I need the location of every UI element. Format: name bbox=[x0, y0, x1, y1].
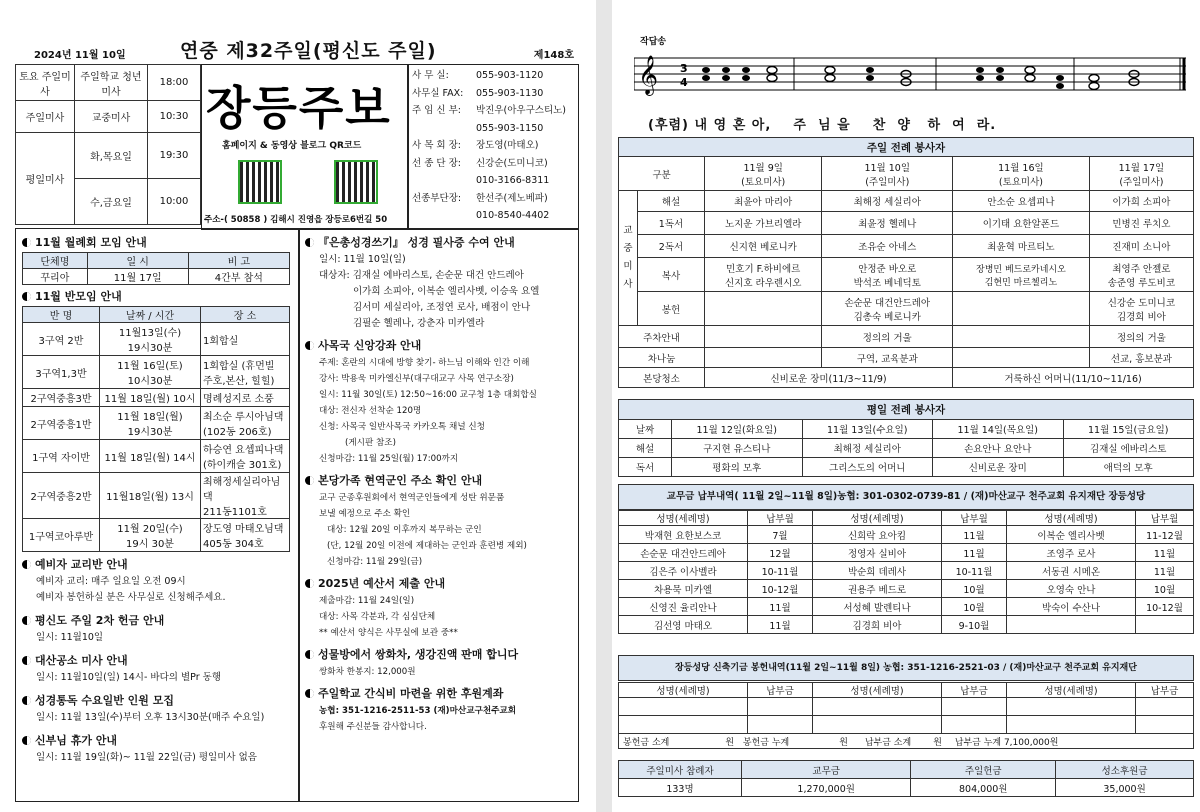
table-cell: 안소순 요셉피나 bbox=[953, 191, 1090, 212]
notice-line: 일시: 11월 10일(일) bbox=[319, 254, 406, 265]
table-cell: 3구역 2반 bbox=[23, 323, 100, 356]
notice-line: 김필순 헬레나, 강춘자 미카엘라 bbox=[353, 318, 485, 329]
table-cell: 11월 20일(수) 19시 30분 bbox=[100, 519, 201, 552]
bullet-icon bbox=[22, 292, 31, 301]
notice-line: 대상: 사목 각분과, 각 심심단체 bbox=[319, 612, 436, 622]
bullet-icon bbox=[22, 238, 31, 247]
col-header: 납부금 bbox=[1136, 683, 1194, 698]
music-staff bbox=[634, 50, 1186, 100]
monthly-meeting-title: 11월 월례회 모임 안내 bbox=[22, 234, 293, 250]
table-cell: 11월 15일(금요일) bbox=[1063, 420, 1194, 439]
col-header: 성명(세례명) bbox=[813, 511, 942, 526]
role-label: 해설 bbox=[619, 439, 672, 458]
contact-row: 055-903-1150 bbox=[476, 122, 544, 134]
homepage-qr-icon[interactable] bbox=[238, 160, 282, 204]
notice-line: 쌍화차 한봉지: 12,000원 bbox=[319, 667, 416, 677]
table-cell: 신비로운 장미(11/3~11/9) bbox=[705, 368, 953, 388]
left-page bbox=[0, 0, 596, 812]
table-cell: 최영주 안젤로 송준영 루도비코 bbox=[1089, 258, 1193, 292]
issue-number: 제148호 bbox=[533, 50, 574, 61]
table-cell: 구지현 유스티나 bbox=[672, 439, 803, 458]
table-cell: 11월13일(수) 19시30분 bbox=[100, 323, 201, 356]
bullet-icon bbox=[22, 560, 31, 569]
table-cell: 거룩하신 어머니(11/10~11/16) bbox=[953, 368, 1194, 388]
bulletin-date: 2024년 11월 10일 bbox=[34, 50, 126, 61]
notice-title: 2025년 예산서 제출 안내 bbox=[305, 575, 572, 591]
table-cell: 4간부 참석 bbox=[188, 269, 289, 285]
col-header: 성명(세례명) bbox=[1007, 683, 1136, 698]
col-header: 납부월 bbox=[942, 511, 1007, 526]
contact-row: 사 목 회 장: 장도영(마태오) bbox=[412, 140, 539, 151]
role-label: 1독서 bbox=[638, 212, 705, 235]
notice-line: ** 예산서 양식은 사무실에 보관 중** bbox=[319, 628, 458, 638]
bulletin-header bbox=[20, 36, 580, 60]
table-cell: 최윤혁 마르티노 bbox=[953, 235, 1090, 258]
notice-title: 신부님 휴가 안내 bbox=[22, 732, 293, 748]
notice-title: 성물방에서 쌍화차, 생강진액 판매 합니다 bbox=[305, 646, 572, 662]
table-cell: 정의의 거울 bbox=[1089, 326, 1193, 348]
notice-title: 본당가족 현역군인 주소 확인 안내 bbox=[305, 472, 572, 488]
table-row: 김은주 이사벨라 10-11월 박순희 데레사 10-11월 서동권 시메온 11월 bbox=[619, 562, 1194, 580]
dues-title: 교무금 납부내역( 11월 2일~11월 8일)농협: 301-0302-0739-81 / (재)마산교구 천주교회 유지재단 장등성당 bbox=[618, 484, 1194, 510]
date-header: 11월 17일 (주일미사) bbox=[1089, 157, 1193, 191]
mass-time: 10:00 bbox=[148, 179, 201, 225]
table-cell: 11월 17일 bbox=[87, 269, 188, 285]
col-header: 구분 bbox=[619, 157, 705, 191]
music-label: 작답송 bbox=[640, 37, 667, 47]
table-cell: 그리스도의 어머니 bbox=[802, 458, 933, 477]
notice-line: 김서미 세실리아, 조정연 로사, 배점이 안나 bbox=[353, 302, 531, 313]
table-cell: 진재미 소니아 bbox=[1089, 235, 1193, 258]
table-cell: 11월 12일(화요일) bbox=[672, 420, 803, 439]
col-header: 성명(세례명) bbox=[619, 683, 748, 698]
table-cell: 장도영 마태오님댁 405동 304호 bbox=[201, 519, 290, 552]
col-header: 납부월 bbox=[748, 511, 813, 526]
bullet-icon bbox=[305, 579, 314, 588]
table-cell: 명례성지로 소풍 bbox=[201, 389, 290, 407]
table-cell: 손요안나 요안나 bbox=[933, 439, 1064, 458]
table-cell: 11월 14일(목요일) bbox=[933, 420, 1064, 439]
table-row: 차용묵 미카엘 10-12월 권용주 베드로 10월 오영숙 안나 10월 bbox=[619, 580, 1194, 598]
summary-row: 봉헌금 소계 원 봉헌금 누계 원 납부금 소계 원 납부금 누계 7,100,000원 bbox=[619, 734, 1194, 749]
totals-table bbox=[618, 760, 1194, 797]
notice-title: 『은총성경쓰기』 성경 필사증 수여 안내 bbox=[305, 234, 572, 250]
table-cell: 선교, 홍보분과 bbox=[1089, 348, 1193, 368]
date-header: 11월 16일 (토요미사) bbox=[953, 157, 1090, 191]
notice-line: 주제: 혼란의 시대에 방향 찾기- 하느님 이해와 인간 이해 bbox=[319, 358, 530, 368]
table-cell: 1구역코아루반 bbox=[23, 519, 100, 552]
dues-table bbox=[618, 510, 1194, 634]
table-cell: 2구역중흥2반 bbox=[23, 473, 100, 519]
date-header: 11월 9일 (토요미사) bbox=[705, 157, 822, 191]
table-cell: 신비로운 장미 bbox=[933, 458, 1064, 477]
attendance-value: 133명 bbox=[619, 779, 742, 797]
notice-title: 평신도 주일 2차 헌금 안내 bbox=[22, 612, 293, 628]
mass-name: 교중미사 bbox=[75, 101, 148, 133]
table-cell: 최해정 세실리아 bbox=[802, 439, 933, 458]
bullet-icon bbox=[22, 616, 31, 625]
notice-line: 일시: 11월10일(일) 14시- 바다의 별Pr 동행 bbox=[36, 672, 221, 683]
table-cell: 이기태 요한알폰드 bbox=[953, 212, 1090, 235]
mass-type: 토요 주일미사 bbox=[16, 65, 75, 101]
notice-line: 예비자 교리: 매주 일요일 오전 09시 bbox=[36, 576, 186, 587]
qr-caption: 홈페이지 & 동영상 블로그 QR코드 bbox=[222, 141, 362, 151]
table-cell bbox=[953, 326, 1090, 348]
table-cell: 11월 18일(월) 19시30분 bbox=[100, 407, 201, 440]
table-cell: 2구역중흥3반 bbox=[23, 389, 100, 407]
col-header: 주일미사 참례자 bbox=[619, 761, 742, 779]
bullet-icon bbox=[305, 341, 314, 350]
table-cell: 1회합실 bbox=[201, 323, 290, 356]
role-label: 2독서 bbox=[638, 235, 705, 258]
col-header: 성명(세례명) bbox=[813, 683, 942, 698]
ban-meeting-table bbox=[22, 306, 290, 552]
table-cell: 2구역중흥1반 bbox=[23, 407, 100, 440]
notice-line: (단, 12월 20일 이전에 제대하는 군인과 훈련병 제외) bbox=[327, 541, 527, 551]
left-notices bbox=[22, 556, 293, 766]
notice-line: 제출마감: 11월 24일(일) bbox=[319, 596, 415, 606]
col-header: 주일헌금 bbox=[911, 761, 1056, 779]
contact-row: 010-3166-8311 bbox=[476, 175, 550, 186]
table-cell: 정의의 거울 bbox=[822, 326, 953, 348]
mass-type: 주일미사 bbox=[16, 101, 75, 133]
col-header: 납부금 bbox=[748, 683, 813, 698]
notice-line: 대상: 12월 20일 이후까지 복무하는 군인 bbox=[327, 525, 482, 535]
table-cell: 신강순 도미니코 김경희 비아 bbox=[1089, 292, 1193, 326]
notice-line: 보낼 예정으로 주소 확인 bbox=[319, 509, 411, 519]
monthly-meeting-table bbox=[22, 252, 290, 285]
svg-text:4: 4 bbox=[680, 76, 688, 89]
notice-line: 일시: 11월 30일(토) 12:50~16:00 교구청 1층 대회합실 bbox=[319, 390, 537, 400]
sunday-servers-table bbox=[618, 137, 1194, 388]
bullet-icon bbox=[22, 656, 31, 665]
table-row bbox=[619, 716, 1194, 734]
building-fund-table bbox=[618, 682, 1194, 749]
table-cell: 이가희 소피아 bbox=[1089, 191, 1193, 212]
notice-line: 일시: 11월 13일(수)부터 오후 13시30분(매주 수요일) bbox=[36, 712, 265, 723]
notice-line: 후원해 주신분들 감사합니다. bbox=[319, 722, 427, 732]
mass-time: 10:30 bbox=[148, 101, 201, 133]
offering-total: 804,000원 bbox=[911, 779, 1056, 797]
col-header: 성소후원금 bbox=[1056, 761, 1194, 779]
music-lyrics: (후렴) 내 영 혼 아, 주 님 을 찬 양 하 여 라. bbox=[648, 118, 997, 133]
weekday-servers-table bbox=[618, 399, 1194, 477]
mass-schedule-table bbox=[15, 64, 201, 225]
table-cell: 꾸리아 bbox=[23, 269, 88, 285]
contact-row: 사 무 실: 055-903-1120 bbox=[412, 70, 544, 81]
table-cell: 최윤정 헬레나 bbox=[822, 212, 953, 235]
table-cell: 11월18일(월) 13시 bbox=[100, 473, 201, 519]
table-cell: 1구역 자이반 bbox=[23, 440, 100, 473]
table-cell: 신지현 베로니카 bbox=[705, 235, 822, 258]
role-label: 봉헌 bbox=[638, 292, 705, 326]
table-cell: 평화의 모후 bbox=[672, 458, 803, 477]
notice-title: 예비자 교리반 안내 bbox=[22, 556, 293, 572]
table-cell: 최해정세실리아님댁 211동1101호 bbox=[201, 473, 290, 519]
notice-line: 일시: 11월 19일(화)~ 11월 22일(금) 평일미사 없음 bbox=[36, 752, 257, 763]
table-cell bbox=[705, 348, 822, 368]
role-label: 해설 bbox=[638, 191, 705, 212]
col-header: 납부월 bbox=[1136, 511, 1194, 526]
side-label: 교중미사 bbox=[619, 191, 638, 326]
notice-line: 이가희 소피아, 이복순 엘리사벳, 이승욱 요엘 bbox=[353, 286, 540, 297]
building-fund-title: 장등성당 신축기금 봉헌내역(11월 2일~11월 8일) 농협: 351-1216-2521-03 / (재)마산교구 천주교회 유지재단 bbox=[618, 655, 1194, 681]
notice-line: 예비자 봉헌하실 분은 사무실로 신청해주세요. bbox=[36, 592, 226, 603]
table-row: 신영진 율리안나 11월 서성혜 발렌티나 10월 박숙이 수산나 10-12월 bbox=[619, 598, 1194, 616]
table-cell: 11월 13일(수요일) bbox=[802, 420, 933, 439]
contact-row: 주 임 신 부: 박진우(아우구스티노) bbox=[412, 105, 567, 116]
bullet-icon bbox=[22, 696, 31, 705]
notice-line: 신청마감: 11월 29일(금) bbox=[327, 557, 423, 567]
dues-total: 1,270,000원 bbox=[742, 779, 911, 797]
bullet-icon bbox=[305, 689, 314, 698]
table-cell: 최윤아 마리아 bbox=[705, 191, 822, 212]
col-header: 날짜 / 시간 bbox=[100, 307, 201, 323]
table-cell: 11월 16일(토) 10시30분 bbox=[100, 356, 201, 389]
contacts-box bbox=[407, 64, 579, 230]
contact-row: 선 종 단 장: 신강순(도미니코) bbox=[412, 157, 548, 169]
table-cell: 노지운 가브리엘라 bbox=[705, 212, 822, 235]
mass-time: 19:30 bbox=[148, 133, 201, 179]
svg-text:𝄞: 𝄞 bbox=[638, 55, 659, 95]
table-cell: 1회합실 (휴먼빌 주호,본산, 힐힐) bbox=[201, 356, 290, 389]
notice-line: (게시판 참조) bbox=[345, 438, 396, 448]
church-address: 주소-( 50858 ) 김해시 진영읍 장등로6번길 50 bbox=[204, 215, 388, 225]
mass-name: 화,목요일 bbox=[75, 133, 148, 179]
table-cell: 하승연 요셉피나댁 (하이캐슬 301호) bbox=[201, 440, 290, 473]
date-header: 11월 10일 (주일미사) bbox=[822, 157, 953, 191]
notice-line: 일시: 11월10일 bbox=[36, 632, 104, 643]
bullet-icon bbox=[305, 476, 314, 485]
vocation-fund-total: 35,000원 bbox=[1056, 779, 1194, 797]
role-label: 독서 bbox=[619, 458, 672, 477]
table-cell: 손순문 대건안드레아 김총숙 베로니카 bbox=[822, 292, 953, 326]
role-label: 차나눔 bbox=[619, 348, 705, 368]
table-cell: 최해정 세실리아 bbox=[822, 191, 953, 212]
table-cell: 애덕의 모후 bbox=[1063, 458, 1194, 477]
notice-title: 주일학교 간식비 마련을 위한 후원계좌 bbox=[305, 685, 572, 701]
contact-row: 선종부단장: 한선주(제노베파) bbox=[412, 192, 548, 204]
notice-title: 대산공소 미사 안내 bbox=[22, 652, 293, 668]
table-cell: 11월 18일(월) 10시 bbox=[100, 389, 201, 407]
role-label: 날짜 bbox=[619, 420, 672, 439]
table-cell: 김재실 에바리스토 bbox=[1063, 439, 1194, 458]
table-row bbox=[619, 698, 1194, 716]
table-cell: 조유순 아네스 bbox=[822, 235, 953, 258]
ban-meeting-title: 11월 반모임 안내 bbox=[22, 288, 293, 304]
table-cell bbox=[705, 292, 822, 326]
col-header: 성명(세례명) bbox=[1007, 511, 1136, 526]
table-cell: 장병민 베드로카네시오 김현민 마르첼리노 bbox=[953, 258, 1090, 292]
table-cell bbox=[953, 348, 1090, 368]
col-header: 반 명 bbox=[23, 307, 100, 323]
col-header: 납부금 bbox=[942, 683, 1007, 698]
role-label: 복사 bbox=[638, 258, 705, 292]
table-cell: 구역, 교육분과 bbox=[822, 348, 953, 368]
notice-line: 대상: 전신자 선착순 120명 bbox=[319, 406, 422, 416]
table-cell: 안정준 바오로 박석조 베네딕토 bbox=[822, 258, 953, 292]
table-row: 김선영 마태오 11월 김경희 비아 9-10월 bbox=[619, 616, 1194, 634]
table-cell: 3구역1,3반 bbox=[23, 356, 100, 389]
col-header: 장 소 bbox=[201, 307, 290, 323]
table-row: 손순문 대건안드레아 12월 정영자 실비아 11월 조영주 로사 11월 bbox=[619, 544, 1194, 562]
right-notice-column bbox=[298, 228, 579, 802]
mass-name: 수,금요일 bbox=[75, 179, 148, 225]
table-cell bbox=[705, 326, 822, 348]
col-header: 비 고 bbox=[188, 253, 289, 269]
col-header: 교무금 bbox=[742, 761, 911, 779]
mass-type: 평일미사 bbox=[16, 133, 75, 225]
right-page bbox=[612, 0, 1200, 812]
contact-row: 사무실 FAX: 055-903-1130 bbox=[412, 87, 544, 99]
table-row: 박재현 요한보스코 7월 신희락 요아킴 11월 이복순 엘리사벳 11-12월 bbox=[619, 526, 1194, 544]
contact-row: 010-8540-4402 bbox=[476, 210, 550, 221]
notice-line: 신청마감: 11월 25일(월) 17:00까지 bbox=[319, 454, 459, 464]
table-cell: 민병진 루치오 bbox=[1089, 212, 1193, 235]
mass-time: 18:00 bbox=[148, 65, 201, 101]
left-notice-column bbox=[15, 228, 300, 802]
bullet-icon bbox=[305, 238, 314, 247]
role-label: 주차안내 bbox=[619, 326, 705, 348]
notice-line: 농협: 351-1216-2511-53 (재)마산교구천주교회 bbox=[319, 706, 517, 716]
svg-text:3: 3 bbox=[680, 62, 688, 75]
blog-qr-icon[interactable] bbox=[334, 160, 378, 204]
notice-line: 신청: 사목국 일반사목국 카카오톡 채널 신청 bbox=[319, 422, 485, 432]
bullet-icon bbox=[22, 736, 31, 745]
col-header: 단체명 bbox=[23, 253, 88, 269]
col-header: 성명(세례명) bbox=[619, 511, 748, 526]
sunday-servers-title: 주일 전례 봉사자 bbox=[619, 138, 1194, 157]
table-cell: 최소순 루시아님댁 (102동 206호) bbox=[201, 407, 290, 440]
notice-title: 사목국 신앙강좌 안내 bbox=[305, 337, 572, 353]
role-label: 본당청소 bbox=[619, 368, 705, 388]
notice-line: 교구 군종후원회에서 현역군인들에게 성탄 위문품 bbox=[319, 493, 505, 503]
col-header: 일 시 bbox=[87, 253, 188, 269]
sunday-title: 연중 제32주일(평신도 주일) bbox=[180, 40, 437, 62]
weekday-servers-title: 평일 전례 봉사자 bbox=[619, 400, 1194, 420]
notice-line: 강사: 박용욱 미카엘신부(대구대교구 사목 연구소장) bbox=[319, 374, 514, 384]
table-cell: 11월 18일(월) 14시 bbox=[100, 440, 201, 473]
page-gutter bbox=[596, 0, 612, 812]
bulletin-logo: 장등주보 bbox=[206, 81, 392, 135]
bullet-icon bbox=[305, 650, 314, 659]
notice-title: 성경통독 수요일반 인원 모집 bbox=[22, 692, 293, 708]
notice-line: 대상자: 김재실 에바리스토, 손순문 대건 안드레아 bbox=[319, 270, 524, 281]
mass-name: 주일학교 청년미사 bbox=[75, 65, 148, 101]
table-cell bbox=[953, 292, 1090, 326]
table-cell: 민호기 F.하비에르 신지호 라우렌시오 bbox=[705, 258, 822, 292]
